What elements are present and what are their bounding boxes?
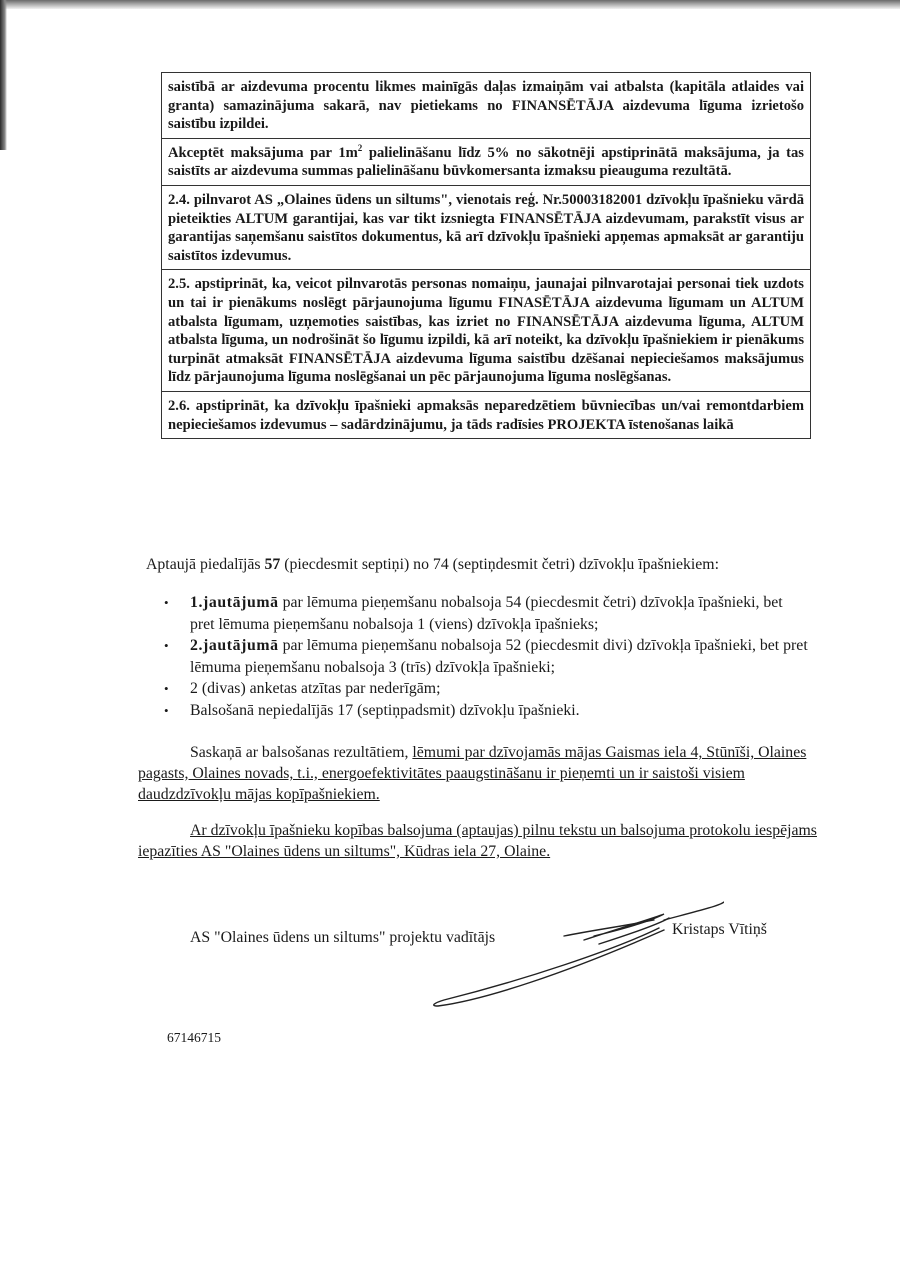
scan-edge-top <box>0 0 900 9</box>
table-row <box>162 186 810 270</box>
table-row-text: saistībā ar aizdevuma procentu likmes mainīgās daļas izmaiņām vai atbalsta (kapitāla atlaides vai granta) samazinājuma sakarā, nav pietiekams no FINANSĒTĀJA aizdevuma līguma izrietošo saistību izpildei. <box>168 79 804 133</box>
question-label: 2.jautājumā <box>190 637 279 654</box>
table-row <box>162 139 810 186</box>
decision-statement: lēmumi par dzīvojamās mājas Gaismas iela 4, Stūnīši, Olaines pagasts, Olaines novads, t.i., energoefektivitātes paaugstināšanu ir pieņemti un ir saistoši visiem daudzdzīvokļu mājas kopīpašniekiem. <box>138 744 807 803</box>
survey-intro: Aptaujā piedalījās 57 (piecdesmit septiņi) no 74 (septiņdesmit četri) dzīvokļu īpašniekiem: <box>146 556 719 573</box>
handwritten-signature <box>424 900 724 1010</box>
table-row-text: Akceptēt maksājuma par $1m^2$ palielināšanu līdz 5% no sākotnēji apstiprinātā maksājuma, ja tas saistīts ar aizdevuma summas palielināšanu būvkomersanta izmaksu pieauguma rezultātā. <box>168 142 804 180</box>
list-item: • 2.jautājumā par lēmuma pieņemšanu nobalsoja 52 (piecdesmit divi) dzīvokļa īpašnieki, bet pret lēmuma pieņemšanu nobalsoja 3 (trīs) dzīvokļa īpašnieki; <box>164 637 808 676</box>
bullet-icon: • <box>164 638 169 653</box>
bullet-icon: • <box>164 595 169 610</box>
list-item: • 2 (divas) anketas atzītas par nederīgām; <box>190 678 810 700</box>
table-row-text: 2.5. apstiprināt, ka, veicot pilnvarotās personas nomaiņu, jaunajai pilnvarotajai personai tiek uzdots un tai ir pienākums noslēgt pārjaunojuma līgumu FINASĒTĀJA aizdevuma līgumam un ALTUM atbalsta līgumam, uzņemoties saistības, kas izriet no FINANSĒTĀJA aizdevuma līguma, ALTUM atbalsta līguma, un nodrošināt šo līgumu izpildi, kā arī noteikt, ka dzīvokļu īpašniekiem ir pienākums turpināt atmaksāt FINANSĒTĀJA aizdevuma līguma saistību dzēšanai nepieciešamos maksājumus līdz pārjaunojuma līguma noslēgšanai un pēc pārjaunojuma līguma noslēgšanas. <box>168 276 804 386</box>
table-row-text: 2.6. apstiprināt, ka dzīvokļu īpašnieki apmaksās neparedzētiem būvniecības un/vai remontdarbiem nepieciešamos izdevumus – sadārdzinājumu, ja tāds radīsies PROJEKTA īstenošanas laikā <box>168 397 804 433</box>
scan-edge-left <box>0 0 7 150</box>
table-row <box>162 392 810 439</box>
results-list <box>164 592 810 721</box>
info-paragraph: Ar dzīvokļu īpašnieku kopības balsojuma (aptaujas) pilnu tekstu un balsojuma protokolu iespējams iepazīties AS "Olaines ūdens un siltums", Kūdras iela 27, Olaine. <box>138 822 817 860</box>
question-label: 1.jautājumā <box>190 594 279 611</box>
participant-count: 57 <box>264 556 281 573</box>
table-row <box>162 73 810 139</box>
table-row-text: 2.4. pilnvarot AS „Olaines ūdens un siltums", vienotais reģ. Nr.50003182001 dzīvokļu īpašnieku vārdā pieteikties ALTUM garantijai, kas var tikt izsniegta FINANSĒTĀJA aizdevumam, parakstīt visus ar garantijas saņemšanu saistītos dokumentus, kā arī dzīvokļu īpašnieki apņemas apmaksāt ar garantiju saistītos izdevumus. <box>168 191 804 264</box>
list-item: • Balsošanā nepiedalījās 17 (septiņpadsmit) dzīvokļu īpašnieki. <box>190 700 810 722</box>
signer-name: Kristaps Vītiņš <box>672 921 767 938</box>
table-row <box>162 270 810 392</box>
bullet-icon: • <box>164 702 169 718</box>
reference-number: 67146715 <box>167 1030 221 1045</box>
superscript-two: 2 <box>357 142 363 153</box>
list-item: • 1.jautājumā par lēmuma pieņemšanu nobalsoja 54 (piecdesmit četri) dzīvokļa īpašnieki, bet pret lēmuma pieņemšanu nobalsoja 1 (viens) dzīvokļa īpašnieks; <box>164 594 783 633</box>
results-paragraph: Saskaņā ar balsošanas rezultātiem, lēmumi par dzīvojamās mājas Gaismas iela 4, Stūnīši, Olaines pagasts, Olaines novads, t.i., energoefektivitātes paaugstināšanu ir pieņemti un ir saistoši visiem daudzdzīvokļu mājas kopīpašniekiem. <box>138 744 807 803</box>
decision-table <box>161 72 811 439</box>
bullet-icon: • <box>164 681 169 696</box>
signer-role: AS "Olaines ūdens un siltums" projektu vadītājs <box>190 929 496 946</box>
